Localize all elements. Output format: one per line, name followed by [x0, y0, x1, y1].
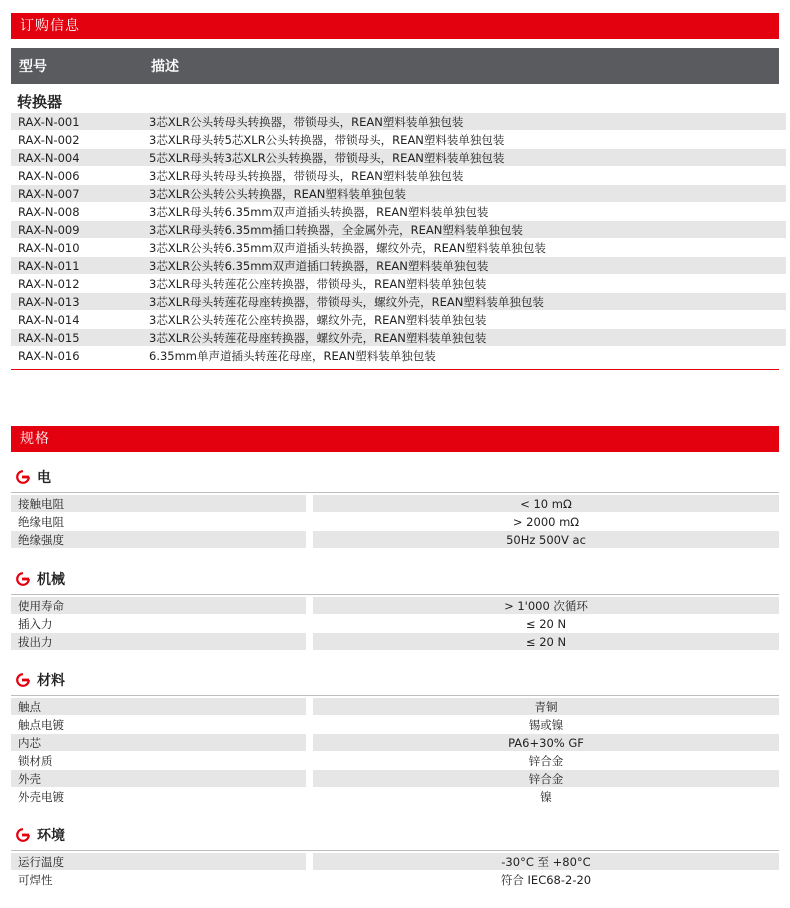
- spec-value: 镍: [540, 790, 552, 804]
- spec-row: [11, 871, 779, 889]
- spec-row: [11, 788, 779, 806]
- model-cell: RAX-N-013: [11, 293, 144, 310]
- model-cell: RAX-N-008: [18, 205, 80, 219]
- spec-key: 内芯: [11, 734, 306, 751]
- specs-header-bar: [11, 426, 779, 452]
- model-cell: RAX-N-014: [18, 313, 80, 327]
- spec-key: 绝缘强度: [11, 531, 306, 548]
- ordering-table-header: [11, 48, 779, 84]
- plug-icon: [16, 673, 30, 687]
- spec-key: 插入力: [18, 617, 53, 631]
- table-row: [11, 329, 779, 347]
- spec-row: [11, 597, 779, 615]
- spec-section-title: [16, 569, 65, 589]
- spec-value: 锌合金: [528, 754, 564, 768]
- section-divider: [11, 695, 779, 696]
- table-row: [11, 149, 779, 167]
- model-cell: RAX-N-010: [18, 241, 80, 255]
- table-row: [11, 293, 779, 311]
- group-title: 转换器: [17, 93, 63, 111]
- col-desc-header: 描述: [151, 59, 179, 75]
- spec-row: [11, 633, 779, 651]
- model-cell: RAX-N-009: [11, 221, 144, 238]
- spec-row: [11, 770, 779, 788]
- spec-key: 拔出力: [11, 633, 306, 650]
- plug-icon: [16, 470, 30, 484]
- spec-key: 可焊性: [18, 873, 53, 887]
- table-row: [11, 113, 779, 131]
- spec-value: 锡或镍: [528, 718, 564, 732]
- model-cell: RAX-N-015: [11, 329, 144, 346]
- spec-section-name: 机械: [37, 572, 65, 588]
- spec-key: 运行温度: [11, 853, 306, 870]
- description-cell: 3芯XLR公头转母头转换器，带锁母头，REAN塑料装单独包装: [142, 113, 786, 130]
- spec-value: 青铜: [313, 698, 779, 715]
- description-cell: 3芯XLR公头转莲花母座转换器，螺纹外壳，REAN塑料装单独包装: [142, 329, 786, 346]
- description-cell: 3芯XLR母头转莲花母座转换器，带锁母头，螺纹外壳，REAN塑料装单独包装: [142, 293, 786, 310]
- description-cell: 3芯XLR公头转6.35mm双声道插口转换器，REAN塑料装单独包装: [142, 257, 786, 274]
- spec-section-name: 环境: [37, 828, 65, 844]
- spec-row: [11, 752, 779, 770]
- spec-value: 符合 IEC68-2-20: [500, 873, 592, 887]
- model-cell: RAX-N-006: [18, 169, 80, 183]
- model-cell: RAX-N-007: [11, 185, 144, 202]
- spec-section-title: [16, 825, 65, 845]
- description-cell: 3芯XLR母头转5芯XLR公头转换器，带锁母头，REAN塑料装单独包装: [149, 133, 505, 147]
- spec-key: 使用寿命: [11, 597, 306, 614]
- spec-value: ≤ 20 N: [525, 617, 567, 631]
- spec-section-title: [16, 670, 65, 690]
- spec-value: 锌合金: [313, 770, 779, 787]
- spec-key: 外壳: [11, 770, 306, 787]
- description-cell: 5芯XLR母头转3芯XLR公头转换器，带锁母头，REAN塑料装单独包装: [142, 149, 786, 166]
- table-row: [11, 257, 779, 275]
- spec-row: [11, 513, 779, 531]
- ordering-header-bar: [11, 13, 779, 39]
- description-cell: 3芯XLR母头转莲花公座转换器，带锁母头，REAN塑料装单独包装: [149, 277, 487, 291]
- description-cell: 3芯XLR公头转公头转换器，REAN塑料装单独包装: [142, 185, 786, 202]
- spec-row: [11, 495, 779, 513]
- table-row: [11, 203, 779, 221]
- table-row: [11, 275, 779, 293]
- table-row: [11, 239, 779, 257]
- table-row: [11, 167, 779, 185]
- spec-value: < 10 mΩ: [313, 495, 779, 512]
- table-row: [11, 311, 779, 329]
- spec-value: > 1'000 次循环: [313, 597, 779, 614]
- spec-value: ≤ 20 N: [313, 633, 779, 650]
- model-cell: RAX-N-001: [11, 113, 144, 130]
- spec-key: 锁材质: [18, 754, 53, 768]
- spec-row: [11, 716, 779, 734]
- spec-section-title: [16, 467, 51, 487]
- section-divider: [11, 594, 779, 595]
- plug-icon: [16, 572, 30, 586]
- spec-row: [11, 853, 779, 871]
- description-cell: 3芯XLR母头转母头转换器，带锁母头，REAN塑料装单独包装: [149, 169, 464, 183]
- spec-key: 绝缘电阻: [18, 515, 64, 529]
- spec-key: 触点: [11, 698, 306, 715]
- table-row: [11, 185, 779, 203]
- col-model-header: 型号: [19, 59, 47, 75]
- section-divider: [11, 850, 779, 851]
- description-cell: 3芯XLR母头转6.35mm双声道插头转换器，REAN塑料装单独包装: [149, 205, 489, 219]
- description-cell: 3芯XLR公头转莲花公座转换器，螺纹外壳，REAN塑料装单独包装: [149, 313, 487, 327]
- model-cell: RAX-N-011: [11, 257, 144, 274]
- description-cell: 3芯XLR母头转6.35mm插口转换器，全金属外壳，REAN塑料装单独包装: [142, 221, 786, 238]
- spec-value: > 2000 mΩ: [512, 515, 580, 529]
- spec-row: [11, 734, 779, 752]
- ordering-title: 订购信息: [20, 18, 80, 34]
- description-cell: 6.35mm单声道插头转莲花母座，REAN塑料装单独包装: [149, 349, 436, 363]
- model-cell: RAX-N-004: [11, 149, 144, 166]
- model-cell: RAX-N-016: [18, 349, 80, 363]
- section-divider: [11, 492, 779, 493]
- spec-row: [11, 531, 779, 549]
- description-cell: 3芯XLR公头转6.35mm双声道插头转换器，螺纹外壳，REAN塑料装单独包装: [149, 241, 546, 255]
- model-cell: RAX-N-012: [18, 277, 80, 291]
- spec-value: 50Hz 500V ac: [313, 531, 779, 548]
- ordering-table-end-line: [11, 369, 779, 370]
- spec-value: PA6+30% GF: [313, 734, 779, 751]
- spec-row: [11, 698, 779, 716]
- spec-section-name: 电: [37, 470, 51, 486]
- table-row: [11, 221, 779, 239]
- spec-section-name: 材料: [37, 673, 65, 689]
- spec-row: [11, 615, 779, 633]
- spec-key: 外壳电镀: [18, 790, 64, 804]
- plug-icon: [16, 828, 30, 842]
- table-row: [11, 131, 779, 149]
- spec-value: -30°C 至 +80°C: [313, 853, 779, 870]
- spec-key: 触点电镀: [18, 718, 64, 732]
- model-cell: RAX-N-002: [18, 133, 80, 147]
- spec-key: 接触电阻: [11, 495, 306, 512]
- specs-title: 规格: [20, 431, 50, 447]
- table-row: [11, 347, 779, 365]
